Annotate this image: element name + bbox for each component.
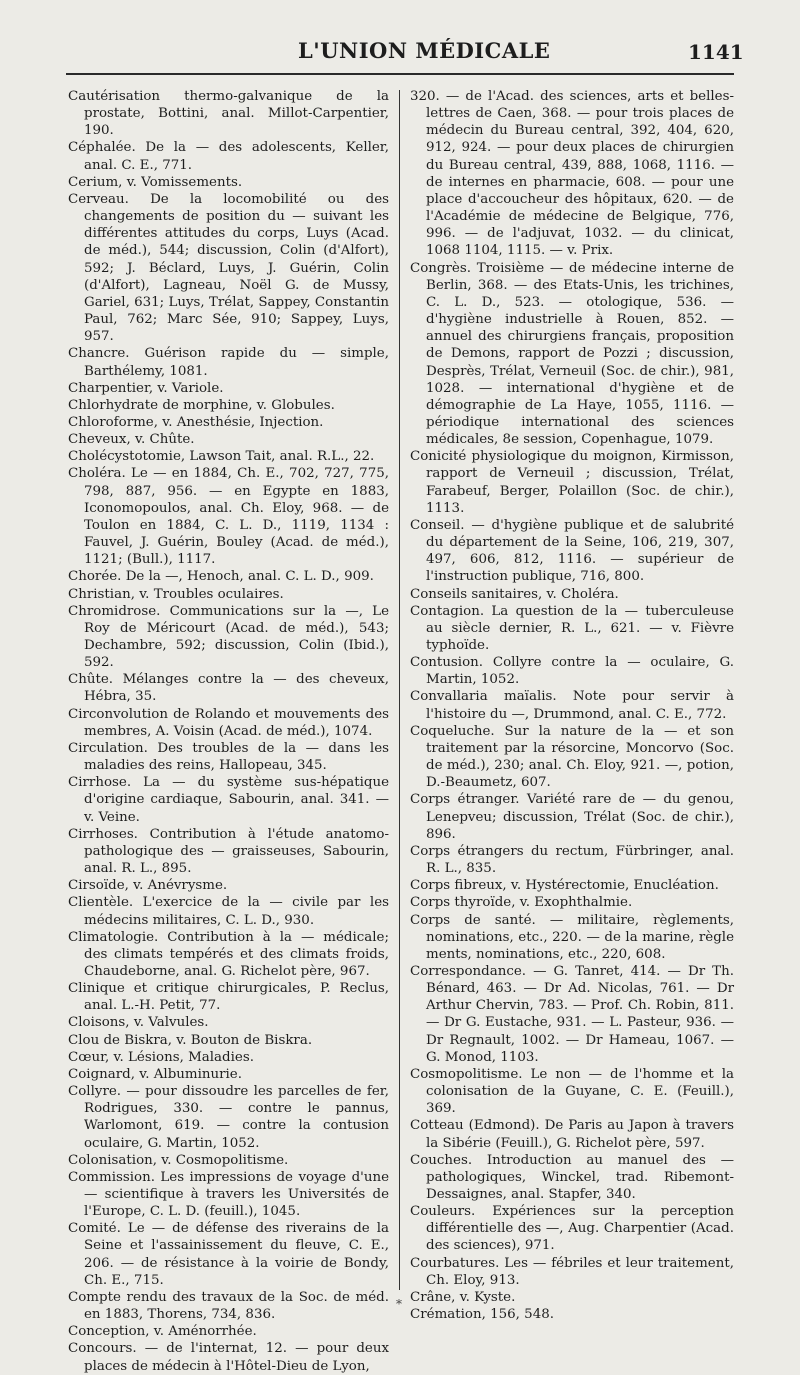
index-entry: Chloroforme, v. Anesthésie, Injection.: [68, 414, 324, 430]
header-rule: [66, 73, 734, 75]
index-entry: Christian, v. Troubles oculaires.: [68, 586, 284, 602]
index-entry: Correspondance. — G. Tanret, 414. — Dr Th. Bénard, 463. — Dr Ad. Nicolas, 761. — Dr Arthur Chervin, 783. — Prof. Ch. Robin, 811. — Dr G. Eustache, 931. — L. Pasteur, 936. — Dr Regnault, 1002. — Dr Hameau, 1067. — G. Monod, 1103.: [410, 963, 734, 1065]
index-entry: Conicité physiologique du moignon, Kirmisson, rapport de Verneuil ; discussion, Trélat, Farabeuf, Berger, Polaillon (Soc. de chir.), 1113.: [410, 449, 734, 516]
index-entry: Contusion. Collyre contre la — oculaire, G. Martin, 1052.: [410, 655, 734, 688]
left-column: [68, 88, 389, 1375]
index-entry: Convallaria maïalis. Note pour servir à l'histoire du —, Drummond, anal. C. E., 772.: [410, 689, 734, 722]
index-entry: Cerium, v. Vomissements.: [68, 174, 243, 190]
index-entry: Courbatures. Les — fébriles et leur traitement, Ch. Eloy, 913.: [410, 1255, 734, 1288]
index-entry: Clou de Biskra, v. Bouton de Biskra.: [68, 1032, 313, 1048]
index-entry: Couches. Introduction au manuel des — pathologiques, Winckel, trad. Ribemont-Dessaignes, anal. Stapfer, 340.: [410, 1152, 734, 1202]
index-entry: Corps thyroïde, v. Exophthalmie.: [410, 895, 633, 911]
index-entry: Corps de santé. — militaire, règlements, nominations, etc., 220. — de la marine, règle ments, nominations, etc., 220, 608.: [410, 912, 734, 962]
index-entry: Crémation, 156, 548.: [410, 1307, 555, 1323]
index-entry: Cheveux, v. Chûte.: [68, 432, 195, 448]
right-column: [410, 88, 734, 1323]
index-entry: Clinique et critique chirurgicales, P. Reclus, anal. L.-H. Petit, 77.: [68, 981, 389, 1014]
index-entry: Céphalée. De la — des adolescents, Keller, anal. C. E., 771.: [68, 140, 389, 173]
index-entry: Contagion. La question de la — tuberculeuse au siècle dernier, R. L., 621. — v. Fièvre typhoïde.: [410, 603, 734, 653]
index-entry: Chûte. Mélanges contre la — des cheveux, Hébra, 35.: [68, 672, 389, 705]
index-entry: Cirrhose. La — du système sus-hépatique d'origine cardiaque, Sabourin, anal. 341. — v. Veine.: [68, 775, 389, 825]
index-entry: Commission. Les impressions de voyage d'une — scientifique à travers les Universités de l'Europe, C. L. D. (feuill.), 1045.: [68, 1169, 389, 1220]
index-entry: Chromidrose. Communications sur la —, Le Roy de Méricourt (Acad. de méd.), 543; Dechambre, 592; discussion, Colin (Ibid.), 592.: [68, 603, 389, 671]
index-entry: Conseils sanitaires, v. Choléra.: [410, 586, 619, 602]
index-entry: Corps étranger. Variété rare de — du genou, Lenepveu; discussion, Trélat (Soc. de chir.), 896.: [410, 792, 734, 842]
index-entry: Corps fibreux, v. Hystérectomie, Enucléation.: [410, 878, 719, 894]
index-entry: Cotteau (Edmond). De Paris au Japon à travers la Sibérie (Feuill.), G. Richelot père, 597.: [410, 1118, 734, 1151]
index-entry: Comité. Le — de défense des riverains de la Seine et l'assainissement du fleuve, C. E., 206. — de résistance à la voirie de Bondy, Ch. E., 715.: [68, 1221, 389, 1288]
index-entry: Cœur, v. Lésions, Maladies.: [68, 1049, 254, 1065]
index-entry: Couleurs. Expériences sur la perception différentielle des —, Aug. Charpentier (Acad. des sciences), 971.: [410, 1204, 734, 1254]
column-divider: [399, 90, 400, 1290]
index-entry: Charpentier, v. Variole.: [68, 380, 224, 396]
index-entry: Conseil. — d'hygiène publique et de salubrité du département de la Seine, 106, 219, 307, 497, 606, 812, 1116. — supérieur de l'instruction publique, 716, 800.: [410, 517, 734, 585]
index-entry: Clientèle. L'exercice de la — civile par les médecins militaires, C. L. D., 930.: [68, 895, 389, 928]
index-entry: Collyre. — pour dissoudre les parcelles de fer, Rodrigues, 330. — contre le pannus, Warlomont, 619. — contre la contusion oculaire, G. Martin, 1052.: [68, 1084, 389, 1151]
index-entry: Circulation. Des troubles de la — dans les maladies des reins, Hallopeau, 345.: [68, 740, 389, 774]
page-number: 1141: [688, 40, 744, 64]
index-entry: Coignard, v. Albuminurie.: [68, 1066, 242, 1082]
index-entry: Compte rendu des travaux de la Soc. de méd. en 1883, Thorens, 734, 836.: [68, 1289, 389, 1323]
index-entry: Crâne, v. Kyste.: [410, 1289, 516, 1305]
footer-mark: *: [396, 1297, 402, 1311]
index-entry: Congrès. Troisième — de médecine interne de Berlin, 368. — des Etats-Unis, les trichines, C. L. D., 523. — otologique, 536. — d'hygiène industrielle à Rouen, 852. — annuel des chirurgiens français, proposition de Demons, rapport de Pozzi ; discussion, Desprès, Trélat, Verneuil (Soc. de chir.), 981, 1028. — international d'hygiène et de démographie de La Haye, 1055, 1116. — périodique international des sciences médicales, 8e session, Copenhague, 1079.: [410, 260, 734, 448]
index-entry: Cholécystotomie, Lawson Tait, anal. R.L., 22.: [68, 449, 375, 465]
index-entry: Climatologie. Contribution à la — médicale; des climats tempérés et des climats froids, Chaudeborne, anal. G. Richelot père, 967.: [68, 929, 389, 979]
index-entry: Concours. — de l'internat, 12. — pour deux places de médecin à l'Hôtel-Dieu de Lyon,: [68, 1341, 389, 1374]
index-entry: 320. — de l'Acad. des sciences, arts et belles-lettres de Caen, 368. — pour trois places de médecin du Bureau central, 392, 404, 620, 912, 924. — pour deux places de chirurgien du Bureau central, 439, 888, 1068, 1116. — de internes en pharmacie, 608. — pour une place d'accoucheur des hôpitaux, 620. — de l'Académie de médecine de Belgique, 776, 996. — de l'adjuvat, 1032. — du clinicat, 1068 1104, 1115. — v. Prix.: [410, 89, 734, 259]
index-entry: Colonisation, v. Cosmopolitisme.: [68, 1152, 289, 1168]
index-entry: Chlorhydrate de morphine, v. Globules.: [68, 397, 335, 413]
index-entry: Cirsoïde, v. Anévrysme.: [68, 878, 228, 894]
index-entry: Chancre. Guérison rapide du — simple, Barthélemy, 1081.: [68, 346, 389, 379]
index-entry: Cautérisation thermo-galvanique de la prostate, Bottini, anal. Millot-Carpentier, 190.: [68, 89, 389, 139]
index-entry: Cloisons, v. Valvules.: [68, 1015, 209, 1031]
index-entry: Circonvolution de Rolando et mouvements des membres, A. Voisin (Acad. de méd.), 1074.: [68, 706, 389, 739]
index-entry: Cirrhoses. Contribution à l'étude anatomo-pathologique des — graisseuses, Sabourin, anal. R. L., 895.: [68, 826, 389, 877]
index-entry: Coqueluche. Sur la nature de la — et son traitement par la résorcine, Moncorvo (Soc. de méd.), 230; anal. Ch. Eloy, 921. —, potion, D.-Beaumetz, 607.: [410, 723, 734, 791]
index-entry: Cosmopolitisme. Le non — de l'homme et la colonisation de la Guyane, C. E. (Feuill.), 369.: [410, 1066, 734, 1117]
index-entry: Conception, v. Aménorrhée.: [68, 1324, 257, 1340]
index-entry: Chorée. De la —, Henoch, anal. C. L. D., 909.: [68, 569, 374, 585]
index-entry: Cerveau. De la locomobilité ou des changements de position du — suivant les différentes attitudes du corps, Luys (Acad. de méd.), 544; discussion, Colin (d'Alfort), 592; J. Béclard, Luys, J. Guérin, Colin (d'Alfort), Lagneau, Noël G. de Mussy, Gariel, 631; Luys, Trélat, Sappey, Constantin Paul, 762; Marc Sée, 910; Sappey, Luys, 957.: [68, 191, 389, 345]
index-entry: Choléra. Le — en 1884, Ch. E., 702, 727, 775, 798, 887, 956. — en Egypte en 1883, Iconomopoulos, anal. Ch. Eloy, 968. — de Toulon en 1884, C. L. D., 1119, 1134 : Fauvel, J. Guérin, Bouley (Acad. de méd.), 1121; (Bull.), 1117.: [68, 466, 389, 568]
index-entry: Corps étrangers du rectum, Fürbringer, anal. R. L., 835.: [410, 843, 734, 877]
running-header-title: L'UNION MÉDICALE: [298, 38, 551, 63]
